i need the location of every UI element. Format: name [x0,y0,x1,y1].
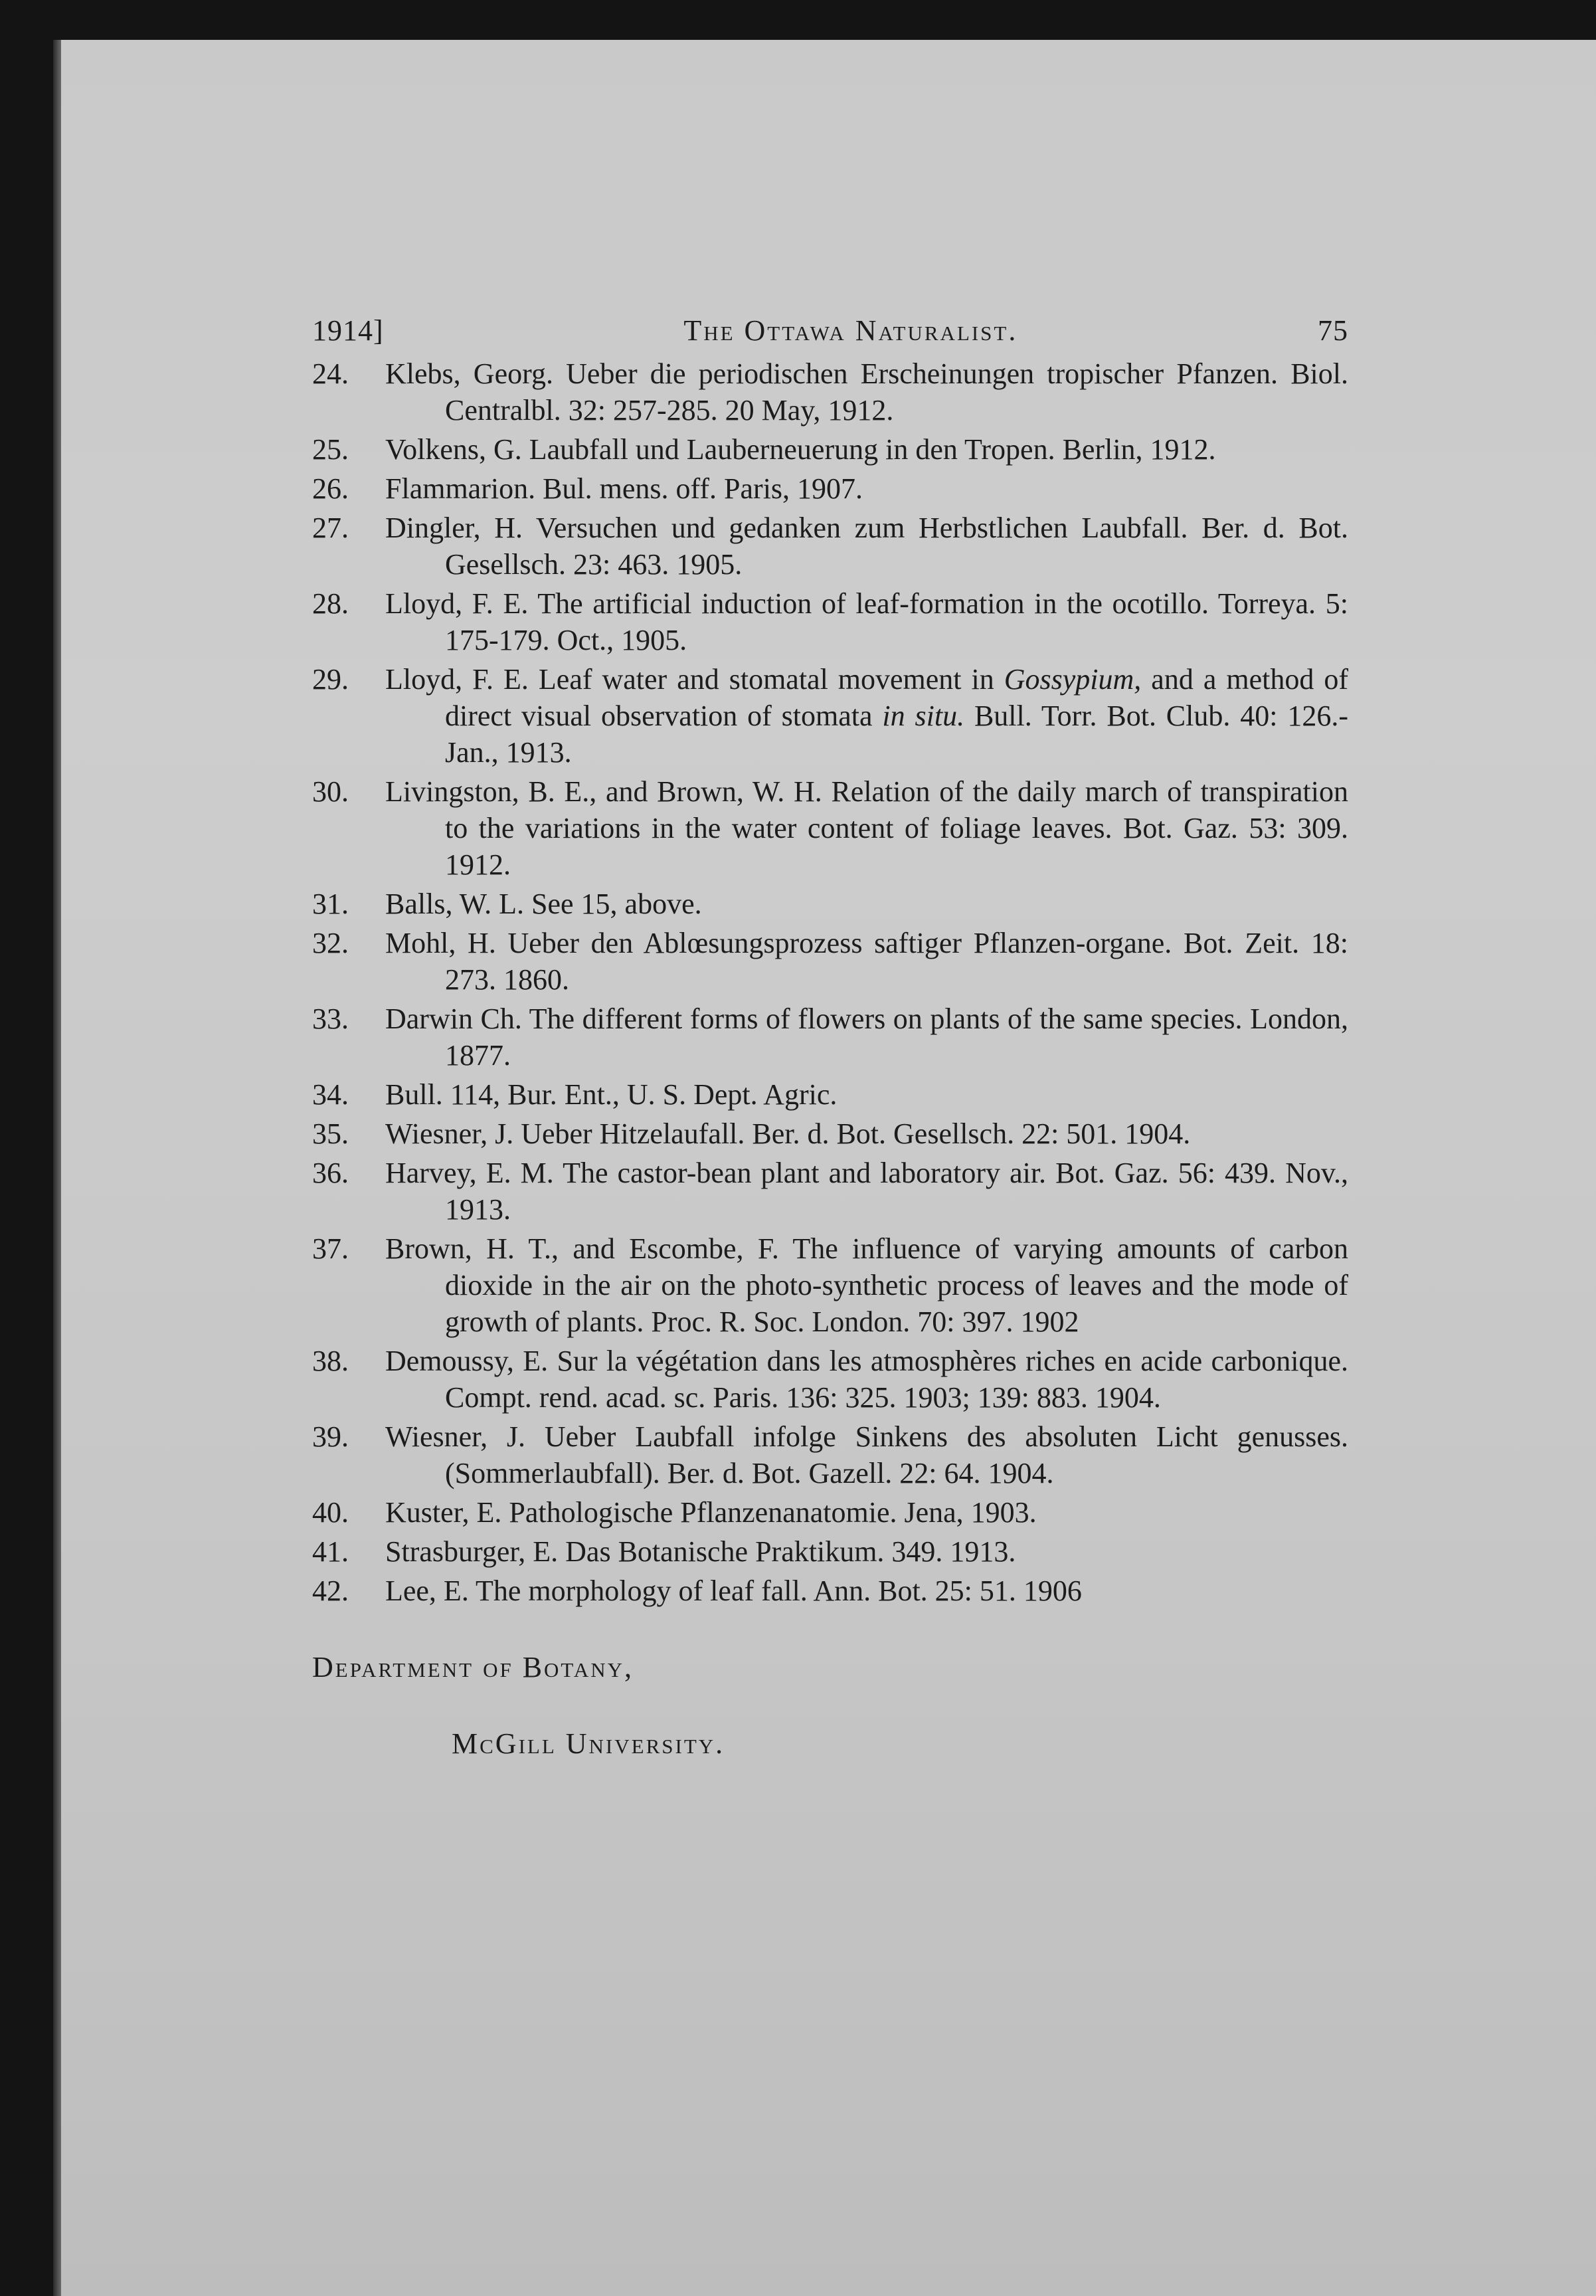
reference-number: 40. [312,1496,349,1529]
reference-number: 25. [312,433,349,466]
reference-text-segment: Bull. 114, Bur. Ent., U. S. Dept. Agric. [385,1078,838,1111]
reference-item [312,1343,1348,1416]
reference-text-segment: Bull. Torr. Bot. Club. 40: 126.- Jan., 1913. [445,700,1348,769]
reference-item [312,1494,1348,1531]
reference-number: 34. [312,1078,349,1111]
reference-text-segment: Demoussy, E. Sur la végétation dans les atmosphères riches en acide carbonique. Compt. rend. acad. sc. Paris. 136: 325. 1903; 139: 883. 1904. [385,1345,1348,1414]
reference-number: 41. [312,1535,349,1568]
running-head-year: 1914] [312,314,384,347]
reference-item [312,1418,1348,1491]
reference-number: 37. [312,1232,349,1265]
reference-number: 26. [312,472,349,505]
reference-text [385,1533,1348,1570]
reference-item [312,925,1348,998]
reference-number: 42. [312,1575,349,1607]
reference-item [312,1230,1348,1340]
reference-text [385,1115,1348,1152]
reference-text [385,1494,1348,1531]
reference-item [312,1115,1348,1152]
reference-text-segment: Wiesner, J. Ueber Laubfall infolge Sinkens des absoluten Licht genusses. (Sommerlaubfall). Ber. d. Bot. Gazell. 22: 64. 1904. [385,1420,1348,1489]
reference-item [312,510,1348,583]
reference-item [312,1076,1348,1113]
reference-text-segment: Flammarion. Bul. mens. off. Paris, 1907. [385,472,863,505]
reference-text-segment: Harvey, E. M. The castor-bean plant and laboratory air. Bot. Gaz. 56: 439. Nov., 1913. [385,1157,1348,1226]
reference-text-segment: Kuster, E. Pathologische Pflanzenanatomie. Jena, 1903. [385,1496,1037,1529]
reference-italic-text: in situ. [882,700,965,732]
reference-text-segment: Wiesner, J. Ueber Hitzelaufall. Ber. d. Bot. Gesellsch. 22: 501. 1904. [385,1117,1191,1150]
reference-text-segment: Balls, W. L. See 15, above. [385,888,702,920]
reference-text-segment: Volkens, G. Laubfall und Lauberneuerung in den Tropen. Berlin, 1912. [385,433,1216,466]
page-number: 75 [1318,314,1348,347]
reference-number: 36. [312,1157,349,1189]
reference-text [385,355,1348,429]
reference-item [312,470,1348,507]
reference-number: 29. [312,663,349,696]
reference-text [385,773,1348,883]
reference-text [385,1076,1348,1113]
reference-item [312,1155,1348,1228]
reference-number: 32. [312,927,349,959]
reference-number: 27. [312,512,349,544]
reference-item [312,355,1348,429]
affiliation-department: Department of Botany, [312,1651,634,1683]
reference-item [312,585,1348,658]
reference-text [385,1155,1348,1228]
reference-text [385,886,1348,922]
reference-text [385,585,1348,658]
reference-text [385,1573,1348,1609]
reference-text [385,470,1348,507]
reference-text-segment: Strasburger, E. Das Botanische Praktikum. 349. 1913. [385,1535,1016,1568]
running-head [312,312,1348,349]
reference-text [385,925,1348,998]
reference-number: 35. [312,1117,349,1150]
page-binding-edge [53,40,61,2296]
reference-text-segment: Brown, H. T., and Escombe, F. The influence of varying amounts of carbon dioxide in the air on the photo-synthetic process of leaves and the mode of growth of plants. Proc. R. Soc. London. 70: 397. 1902 [385,1232,1348,1338]
reference-text-segment: and a method of direct visual observation of stomata [445,663,1348,732]
reference-text [385,510,1348,583]
reference-list [312,355,1348,1609]
reference-number: 31. [312,888,349,920]
reference-number: 39. [312,1420,349,1453]
reference-number: 33. [312,1003,349,1035]
reference-italic-text: Gossypium, [1004,663,1142,696]
affiliation [312,1649,1348,1762]
reference-text-segment: Lee, E. The morphology of leaf fall. Ann. Bot. 25: 51. 1906 [385,1575,1082,1607]
affiliation-university: McGill University. [452,1727,725,1760]
reference-text-segment: Livingston, B. E., and Brown, W. H. Relation of the daily march of transpiration to the variations in the water content of foliage leaves. Bot. Gaz. 53: 309. 1912. [385,775,1348,881]
reference-text [385,1001,1348,1074]
running-head-journal: The Ottawa Naturalist. [683,314,1018,347]
reference-number: 38. [312,1345,349,1377]
reference-text-segment: Mohl, H. Ueber den Ablœsungsprozess saftiger Pflanzen-organe. Bot. Zeit. 18: 273. 1860. [385,927,1348,996]
reference-item [312,1001,1348,1074]
reference-text [385,1418,1348,1491]
reference-number: 28. [312,587,349,620]
reference-text-segment: Klebs, Georg. Ueber die periodischen Erscheinungen tropischer Pfanzen. Biol. Centralbl. 32: 257-285. 20 May, 1912. [385,357,1348,427]
reference-text [385,1343,1348,1416]
reference-number: 30. [312,775,349,808]
reference-text [385,661,1348,771]
reference-item [312,1533,1348,1570]
reference-item [312,1573,1348,1609]
reference-number: 24. [312,357,349,390]
reference-text-segment: Lloyd, F. E. Leaf water and stomatal movement in [385,663,1004,696]
reference-text [385,431,1348,468]
reference-text-segment: Dingler, H. Versuchen und gedanken zum Herbstlichen Laubfall. Ber. d. Bot. Gesellsch. 23: 463. 1905. [385,512,1348,581]
reference-text-segment: Lloyd, F. E. The artificial induction of leaf-formation in the ocotillo. Torreya. 5: 175-179. Oct., 1905. [385,587,1348,656]
reference-item [312,886,1348,922]
reference-text-segment: Darwin Ch. The different forms of flowers on plants of the same species. London, 1877. [385,1003,1348,1072]
page-content [312,312,1348,1762]
reference-text [385,1230,1348,1340]
reference-item [312,431,1348,468]
reference-item [312,773,1348,883]
reference-item [312,661,1348,771]
